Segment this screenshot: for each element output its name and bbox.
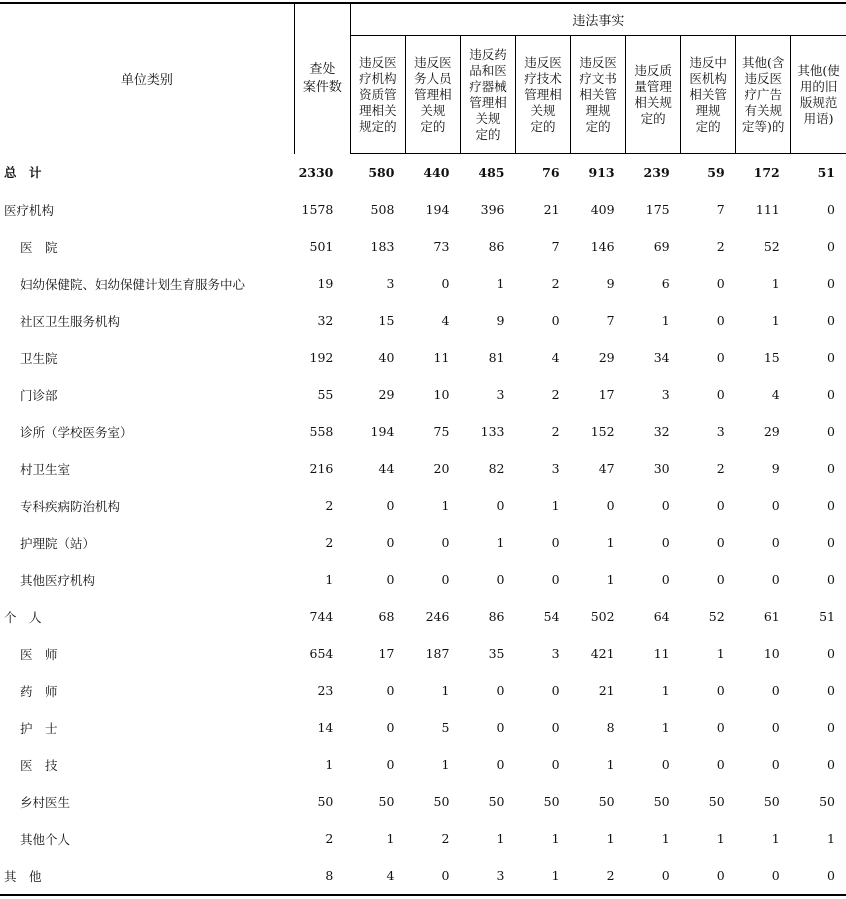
cell-value: 44 — [378, 461, 395, 476]
table-row — [0, 857, 846, 895]
row-label: 护 士 — [20, 720, 58, 736]
column-header: 违反医 疗技术 管理相 关规 定的 — [516, 36, 571, 154]
cell-value: 50 — [708, 794, 725, 809]
cell-value: 440 — [423, 165, 450, 180]
cell-value: 744 — [309, 609, 334, 624]
cell-value: 183 — [370, 239, 395, 254]
cell-value: 5 — [441, 720, 450, 735]
table-row — [0, 524, 846, 561]
table-row — [0, 450, 846, 487]
cell-value: 0 — [551, 572, 560, 587]
cell-value: 9 — [496, 313, 505, 328]
row-label: 门诊部 — [20, 387, 58, 403]
cell-value: 1 — [516, 857, 571, 895]
table-row — [0, 598, 846, 635]
cell-value: 15 — [378, 313, 395, 328]
cell-value: 0 — [441, 535, 450, 550]
column-header: 违反医 疗文书 相关管 理规 定的 — [571, 36, 626, 154]
cell-value: 2 — [441, 831, 450, 846]
column-header: 违反药 品和医 疗器械 管理相 关规 定的 — [460, 36, 515, 154]
cell-value: 0 — [827, 313, 835, 328]
cell-value: 0 — [386, 535, 395, 550]
cell-value: 0 — [386, 683, 395, 698]
cell-value: 558 — [309, 424, 334, 439]
cell-value: 15 — [763, 350, 780, 365]
cell-value: 32 — [317, 313, 334, 328]
cell-value: 32 — [653, 424, 670, 439]
table-row — [0, 376, 846, 413]
cell-value: 20 — [433, 461, 450, 476]
cell-value: 580 — [368, 165, 395, 180]
cell-value: 23 — [317, 683, 334, 698]
table-row — [0, 154, 846, 192]
row-label: 专科疾病防治机构 — [20, 498, 121, 514]
row-label: 药 师 — [20, 683, 58, 699]
cell-value: 50 — [763, 794, 780, 809]
cell-value: 0 — [827, 498, 835, 513]
cell-value: 508 — [370, 202, 395, 217]
cell-value: 0 — [386, 757, 395, 772]
cell-value: 0 — [827, 202, 835, 217]
cell-value: 0 — [551, 683, 560, 698]
cell-value: 0 — [771, 535, 780, 550]
cell-value: 7 — [716, 202, 725, 217]
cell-value: 1 — [606, 831, 615, 846]
cell-value: 0 — [771, 572, 780, 587]
cell-value: 1 — [661, 683, 670, 698]
column-header: 其他(使 用的旧 版规范 用语) — [791, 36, 846, 154]
column-header: 其他(含 违反医 疗广告 有关规 定等)的 — [736, 36, 791, 154]
cell-value: 0 — [771, 720, 780, 735]
cell-value: 0 — [551, 757, 560, 772]
cell-value: 50 — [378, 794, 395, 809]
cell-value: 0 — [681, 857, 736, 895]
row-label: 社区卫生服务机构 — [20, 313, 121, 329]
cell-value: 0 — [551, 720, 560, 735]
row-label: 医疗机构 — [4, 202, 55, 218]
cell-value: 6 — [661, 276, 670, 291]
cell-value: 0 — [827, 646, 835, 661]
table-row — [0, 820, 846, 857]
cell-value: 0 — [716, 572, 725, 587]
table-row — [0, 228, 846, 265]
cell-value: 47 — [598, 461, 615, 476]
cell-value: 1 — [661, 313, 670, 328]
cell-value: 0 — [827, 239, 835, 254]
cell-value: 3 — [551, 646, 560, 661]
table-row — [0, 746, 846, 783]
cell-value: 3 — [716, 424, 725, 439]
cell-value: 0 — [661, 572, 670, 587]
cell-value: 0 — [827, 572, 835, 587]
cell-value: 8 — [294, 857, 350, 895]
cell-value: 0 — [551, 535, 560, 550]
cell-value: 1 — [551, 831, 560, 846]
cell-value: 1 — [606, 757, 615, 772]
cell-value: 0 — [716, 350, 725, 365]
cell-value: 1 — [551, 498, 560, 513]
cell-value: 409 — [590, 202, 615, 217]
row-label: 其他个人 — [20, 831, 71, 847]
cell-value: 0 — [716, 720, 725, 735]
cell-value: 2 — [716, 239, 725, 254]
cell-value: 3 — [386, 276, 395, 291]
column-header: 违反质 量管理 相关规 定的 — [626, 36, 681, 154]
cell-value: 52 — [708, 609, 725, 624]
cell-value: 50 — [317, 794, 334, 809]
cell-value: 0 — [771, 683, 780, 698]
cell-value: 29 — [763, 424, 780, 439]
cell-value: 51 — [819, 609, 835, 624]
cell-value: 0 — [441, 572, 450, 587]
cell-value: 9 — [606, 276, 615, 291]
cell-value: 0 — [716, 387, 725, 402]
cell-value: 1578 — [301, 202, 334, 217]
cell-value: 194 — [370, 424, 395, 439]
cell-value: 69 — [653, 239, 670, 254]
table-row — [0, 709, 846, 746]
cell-value: 111 — [755, 202, 780, 217]
row-label: 妇幼保健院、妇幼保健计划生育服务中心 — [20, 276, 246, 292]
cell-value: 1 — [716, 646, 725, 661]
cell-value: 0 — [661, 535, 670, 550]
cell-value: 0 — [405, 857, 460, 895]
cell-value: 501 — [309, 239, 334, 254]
cell-value: 0 — [771, 757, 780, 772]
column-header: 违反医 务人员 管理相 关规 定的 — [405, 36, 460, 154]
cell-value: 0 — [606, 498, 615, 513]
cell-value: 52 — [763, 239, 780, 254]
cell-value: 133 — [480, 424, 505, 439]
table-row — [0, 302, 846, 339]
cell-value: 0 — [827, 276, 835, 291]
table-row — [0, 339, 846, 376]
cell-value: 29 — [598, 350, 615, 365]
table-row — [0, 635, 846, 672]
cell-value: 0 — [716, 535, 725, 550]
cell-value: 51 — [817, 165, 835, 180]
row-label: 医 技 — [20, 757, 58, 773]
cell-value: 9 — [771, 461, 780, 476]
cell-value: 0 — [716, 757, 725, 772]
cell-value: 0 — [736, 857, 791, 895]
cell-value: 0 — [716, 313, 725, 328]
cell-value: 29 — [378, 387, 395, 402]
cell-value: 68 — [378, 609, 395, 624]
cell-value: 2330 — [298, 164, 334, 180]
cell-value: 1 — [441, 498, 450, 513]
cell-value: 3 — [460, 857, 515, 895]
cell-value: 1 — [441, 757, 450, 772]
cell-value: 152 — [590, 424, 615, 439]
cell-value: 2 — [325, 498, 334, 513]
cell-value: 0 — [827, 461, 835, 476]
cell-value: 0 — [386, 720, 395, 735]
cell-value: 1 — [771, 276, 780, 291]
table-row — [0, 561, 846, 598]
cell-value: 2 — [551, 387, 560, 402]
cell-value: 3 — [496, 387, 505, 402]
cell-value: 54 — [543, 609, 560, 624]
cell-value: 246 — [425, 609, 450, 624]
cell-value: 34 — [653, 350, 670, 365]
cell-value: 1 — [606, 535, 615, 550]
cell-value: 0 — [827, 720, 835, 735]
cell-value: 0 — [827, 387, 835, 402]
cell-value: 7 — [551, 239, 560, 254]
cell-value: 4 — [551, 350, 560, 365]
cell-value: 0 — [551, 313, 560, 328]
cell-value: 61 — [763, 609, 780, 624]
row-label: 护理院（站） — [20, 535, 96, 551]
cell-value: 1 — [716, 831, 725, 846]
cell-value: 1 — [827, 831, 835, 846]
cell-value: 17 — [598, 387, 615, 402]
statistics-table — [0, 2, 846, 896]
cell-value: 76 — [542, 165, 560, 180]
cell-value: 913 — [588, 165, 615, 180]
table-row — [0, 672, 846, 709]
table-row — [0, 783, 846, 820]
cell-value: 55 — [317, 387, 334, 402]
cell-value: 10 — [763, 646, 780, 661]
row-label: 诊所（学校医务室） — [20, 424, 133, 440]
cell-value: 0 — [496, 498, 505, 513]
cell-value: 86 — [488, 239, 505, 254]
cell-value: 75 — [433, 424, 450, 439]
cell-value: 1 — [325, 757, 334, 772]
cell-value: 0 — [791, 857, 846, 895]
cell-value: 8 — [606, 720, 615, 735]
cell-value: 1 — [771, 831, 780, 846]
cell-value: 1 — [771, 313, 780, 328]
cell-value: 2 — [551, 276, 560, 291]
cell-value: 3 — [661, 387, 670, 402]
cell-value: 0 — [716, 683, 725, 698]
cell-value: 0 — [496, 757, 505, 772]
cell-value: 64 — [653, 609, 670, 624]
cell-value: 421 — [590, 646, 615, 661]
cell-value: 1 — [386, 831, 395, 846]
cell-value: 35 — [488, 646, 505, 661]
row-label: 村卫生室 — [20, 461, 71, 477]
cell-value: 11 — [653, 646, 670, 661]
cell-value: 0 — [496, 720, 505, 735]
row-label: 个 人 — [4, 609, 42, 625]
cell-value: 0 — [496, 683, 505, 698]
row-label: 医 师 — [20, 646, 58, 662]
cell-value: 0 — [827, 683, 835, 698]
cell-value: 19 — [317, 276, 334, 291]
cell-value: 4 — [771, 387, 780, 402]
cell-value: 0 — [827, 350, 835, 365]
table-row — [0, 487, 846, 524]
cell-value: 0 — [626, 857, 681, 895]
cell-value: 50 — [543, 794, 560, 809]
cell-value: 0 — [496, 572, 505, 587]
cell-value: 86 — [488, 609, 505, 624]
cell-value: 1 — [661, 720, 670, 735]
cell-value: 2 — [325, 831, 334, 846]
cell-value: 0 — [827, 757, 835, 772]
cell-value: 21 — [598, 683, 615, 698]
cell-value: 2 — [325, 535, 334, 550]
column-header: 违反医 疗机构 资质管 理相关 规定的 — [350, 36, 405, 154]
cell-value: 0 — [716, 276, 725, 291]
cell-value: 40 — [378, 350, 395, 365]
cell-value: 0 — [827, 424, 835, 439]
cell-value: 30 — [653, 461, 670, 476]
cell-value: 2 — [551, 424, 560, 439]
row-label: 其 他 — [0, 857, 294, 895]
row-label: 其他医疗机构 — [20, 572, 96, 588]
row-label: 总 计 — [4, 165, 42, 181]
cell-value: 192 — [309, 350, 334, 365]
cell-value: 82 — [488, 461, 505, 476]
cell-value: 0 — [716, 498, 725, 513]
cell-value: 1 — [496, 276, 505, 291]
cell-value: 2 — [716, 461, 725, 476]
category-header: 单位类别 — [0, 3, 294, 154]
cell-value: 1 — [441, 683, 450, 698]
cell-value: 14 — [317, 720, 334, 735]
cell-value: 396 — [480, 202, 505, 217]
table-row — [0, 265, 846, 302]
cell-value: 50 — [433, 794, 450, 809]
cell-value: 187 — [425, 646, 450, 661]
cell-value: 654 — [309, 646, 334, 661]
cell-value: 1 — [496, 831, 505, 846]
cell-value: 502 — [590, 609, 615, 624]
cell-value: 172 — [753, 165, 780, 180]
table-row — [0, 413, 846, 450]
cell-value: 4 — [441, 313, 450, 328]
row-label: 医 院 — [20, 239, 58, 255]
cell-value: 0 — [827, 535, 835, 550]
cell-value: 50 — [653, 794, 670, 809]
cell-value: 0 — [386, 572, 395, 587]
cell-value: 0 — [661, 757, 670, 772]
row-label: 卫生院 — [20, 350, 58, 366]
cell-value: 7 — [606, 313, 615, 328]
cell-value: 0 — [386, 498, 395, 513]
total-cases-header: 查处 案件数 — [294, 3, 350, 154]
violation-facts-header: 违法事实 — [350, 3, 846, 36]
cell-value: 485 — [478, 165, 505, 180]
cell-value: 146 — [590, 239, 615, 254]
cell-value: 175 — [645, 202, 670, 217]
cell-value: 239 — [643, 165, 670, 180]
cell-value: 1 — [496, 535, 505, 550]
cell-value: 50 — [488, 794, 505, 809]
cell-value: 50 — [598, 794, 615, 809]
cell-value: 73 — [433, 239, 450, 254]
cell-value: 21 — [543, 202, 560, 217]
cell-value: 1 — [661, 831, 670, 846]
cell-value: 2 — [571, 857, 626, 895]
cell-value: 216 — [309, 461, 334, 476]
cell-value: 3 — [551, 461, 560, 476]
cell-value: 1 — [606, 572, 615, 587]
cell-value: 4 — [350, 857, 405, 895]
cell-value: 17 — [378, 646, 395, 661]
cell-value: 1 — [325, 572, 334, 587]
cell-value: 0 — [661, 498, 670, 513]
row-label: 乡村医生 — [20, 794, 71, 810]
cell-value: 0 — [441, 276, 450, 291]
cell-value: 50 — [819, 794, 835, 809]
cell-value: 11 — [433, 350, 450, 365]
cell-value: 10 — [433, 387, 450, 402]
cell-value: 194 — [425, 202, 450, 217]
cell-value: 0 — [771, 498, 780, 513]
cell-value: 81 — [488, 350, 505, 365]
cell-value: 59 — [707, 165, 725, 180]
table-row — [0, 191, 846, 228]
column-header: 违反中 医机构 相关管 理规 定的 — [681, 36, 736, 154]
